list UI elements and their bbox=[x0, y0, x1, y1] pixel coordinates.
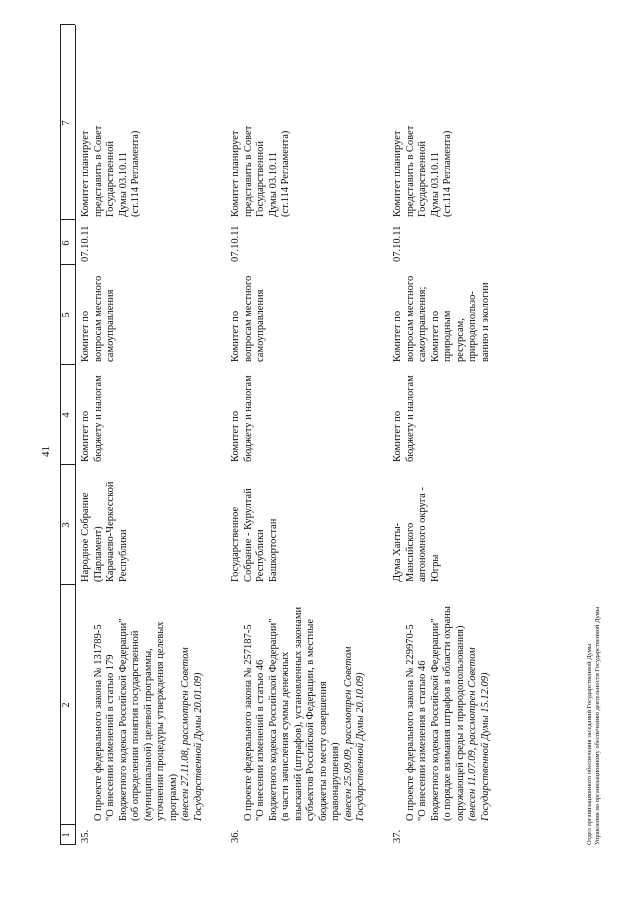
date: 07.10.11 bbox=[230, 225, 241, 262]
plan-note: Комитет планирует представить в Совет Государственной Думы 03.10.11 (ст.114 Регламента) bbox=[392, 125, 453, 217]
column-header-5: 5 bbox=[61, 312, 72, 318]
plan-note: Комитет планирует представить в Совет Государственной Думы 03.10.11 (ст.114 Регламента) bbox=[80, 125, 141, 217]
row-number: 36. bbox=[230, 829, 241, 843]
bill-title: О проекте федерального закона № 257187-5 "О внесении изменений в статью 46 Бюджетного кодекса Российской Федерации" (в части зачисления суммы денежных взысканий (штрафов), установленных законами субъектов Российской Федерации, в местные бюджеты по месту совершения правонарушения) bbox=[242, 606, 341, 821]
plan-note: Комитет планирует представить в Совет Государственной Думы 03.10.11 (ст.114 Регламента) bbox=[230, 125, 291, 217]
rotated-landscape-page bbox=[30, 15, 610, 875]
co-committee: Комитет по вопросам местного самоуправления bbox=[80, 275, 116, 362]
column-header-2: 2 bbox=[61, 702, 72, 708]
bill-note: (внесен 25.09.09, рассмотрен Советом Государственной Думы 20.10.09) bbox=[342, 646, 366, 821]
initiator: Народное Собрание (Парламент) Карачаево-Черкесской Республики bbox=[80, 481, 129, 582]
lead-committee: Комитет по бюджету и налогам bbox=[230, 375, 254, 462]
initiator: Государственное Собрание - Курултай Республики Башкортостан bbox=[230, 488, 279, 582]
footer-directorate: Управления по организационному обеспечению деятельности Государственной Думы bbox=[594, 606, 601, 845]
column-header-3: 3 bbox=[61, 522, 72, 528]
date: 07.10.11 bbox=[392, 225, 403, 262]
column-header-4: 4 bbox=[61, 412, 72, 418]
bill-title: О проекте федерального закона № 229970-5 "О внесении изменения в статью 46 Бюджетного кодекса Российской Федерации" (о порядке взимания штрафов в области охраны окружающей среды и природопользования) bbox=[404, 606, 466, 821]
bill-title: О проекте федерального закона № 131789-5 "О внесении изменений в статью 179 Бюджетного кодекса Российской Федерации" (об определении понятия государственной (муниципальной) целевой программы, уточнении процедуры утверждения целевых программ) bbox=[92, 618, 179, 821]
column-header-6: 6 bbox=[61, 240, 72, 246]
row-number: 35. bbox=[80, 829, 91, 843]
date: 07.10.11 bbox=[80, 225, 91, 262]
co-committee: Комитет по вопросам местного самоуправления bbox=[230, 275, 266, 362]
bill-note: (внесен 11.07.09, рассмотрен Советом Государственной Думы 15.12.09) bbox=[467, 647, 491, 821]
column-header-1: 1 bbox=[61, 832, 72, 838]
initiator: Дума Ханты- Мансийского автономного округа - Югры bbox=[392, 487, 441, 582]
page-number: 41 bbox=[40, 446, 52, 457]
lead-committee: Комитет по бюджету и налогам bbox=[80, 375, 104, 462]
lead-committee: Комитет по бюджету и налогам bbox=[392, 375, 416, 462]
column-header-7: 7 bbox=[61, 120, 72, 126]
co-committee: Комитет по вопросам местного самоуправления; Комитет по природным ресурсам, природопользо- ванию и экологии bbox=[392, 275, 491, 362]
row-number: 37. bbox=[392, 829, 403, 843]
footer-department: Отдел организационного обеспечения заседаний Государственной Думы bbox=[586, 643, 593, 845]
bill-note: (внесен 27.11.08, рассмотрен Советом Государственной Думы 20.01.09) bbox=[180, 647, 204, 821]
